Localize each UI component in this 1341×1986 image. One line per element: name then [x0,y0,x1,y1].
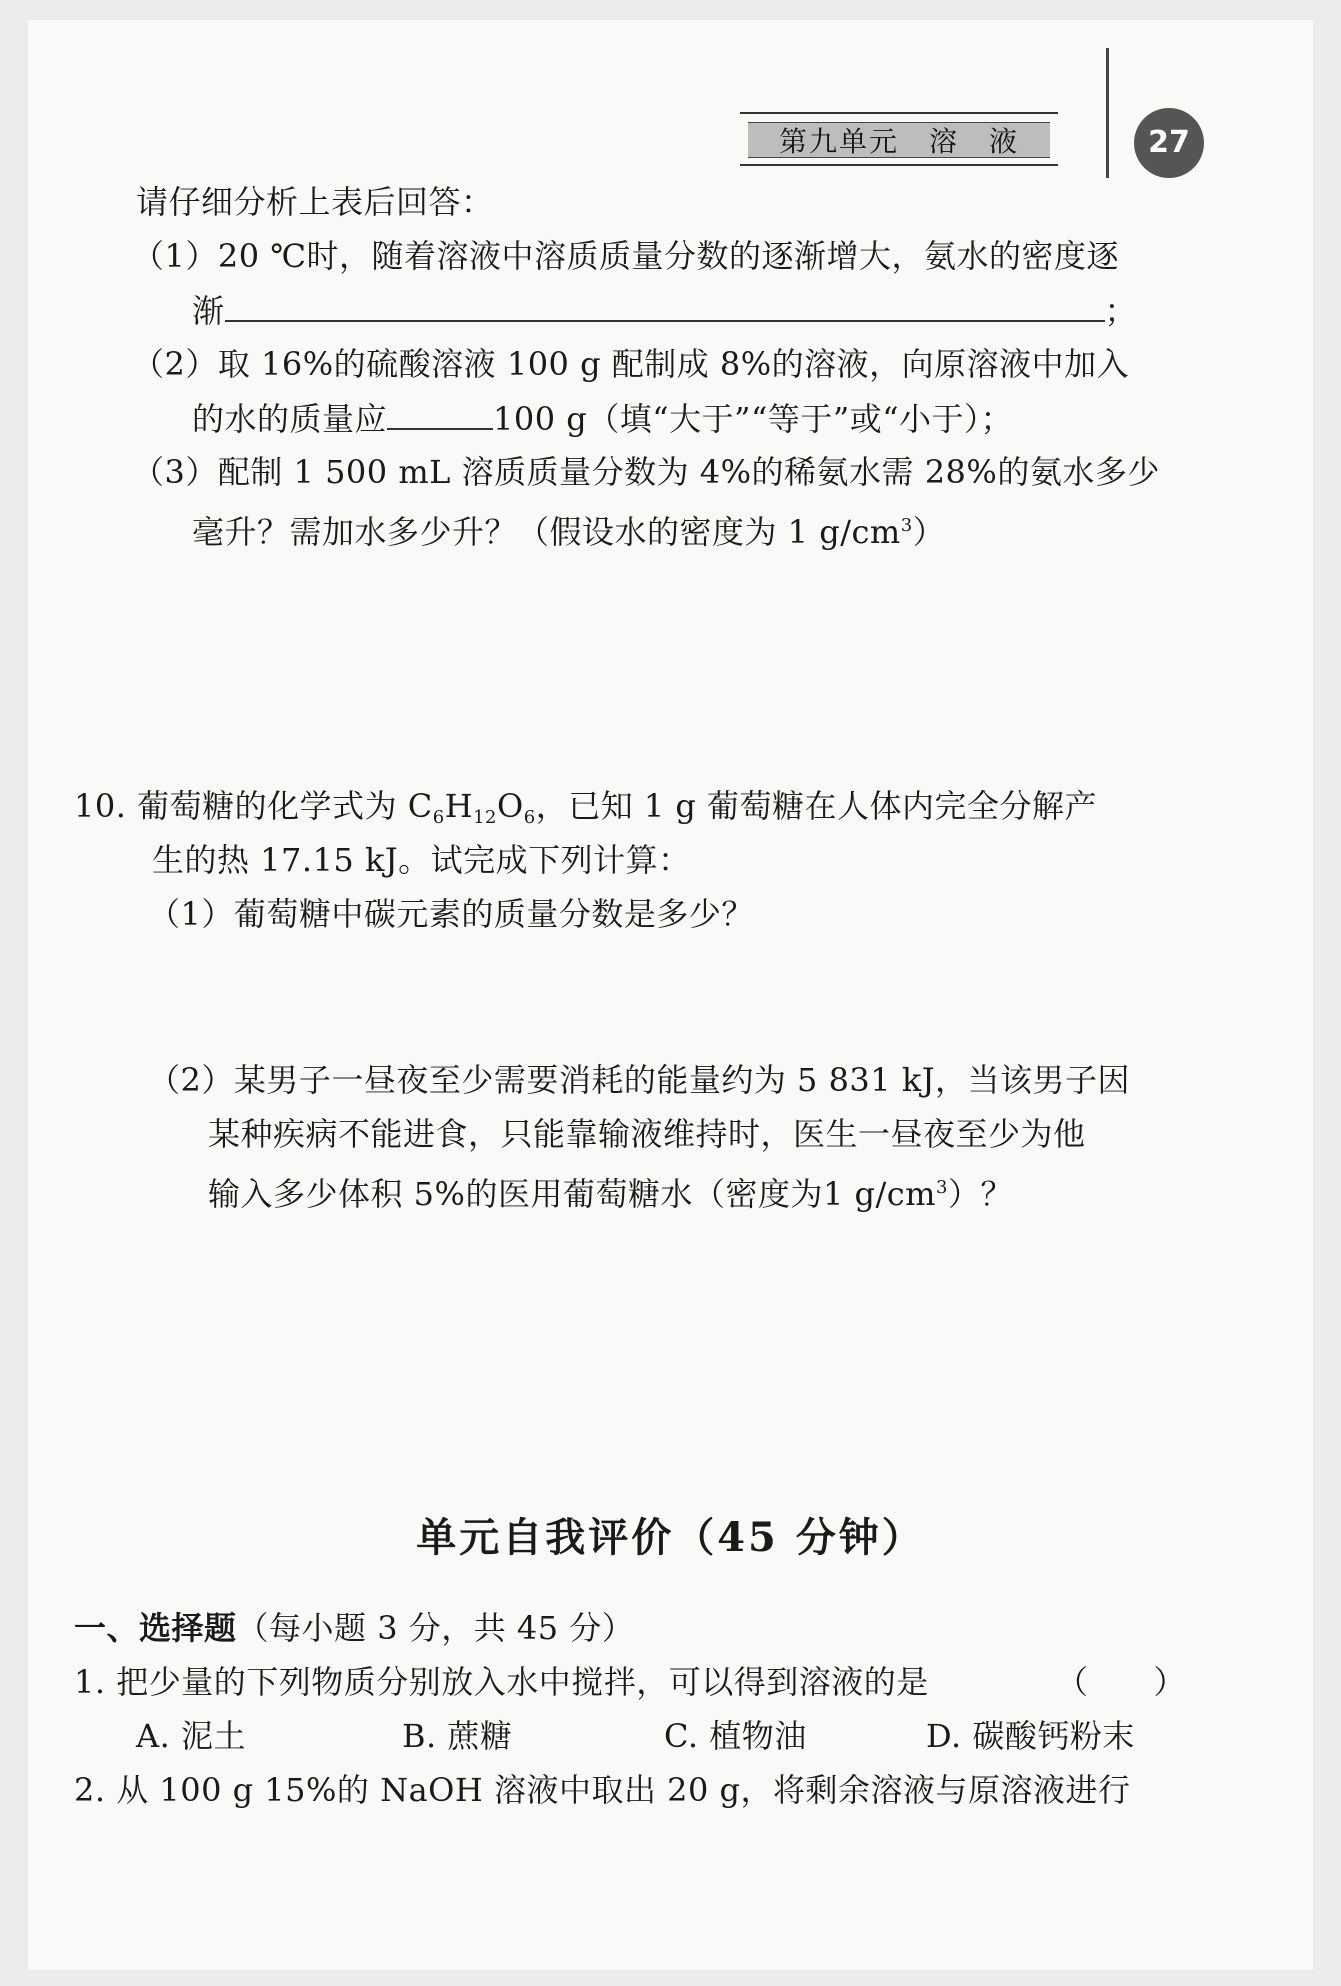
q9-part2-line2: 的水的质量应 100 g（填“大于”“等于”或“小于）； [192,400,1014,438]
q9-part1-line1: （1）20 ℃时，随着溶液中溶质质量分数的逐渐增大，氨水的密度逐 [132,237,1120,275]
mc1-option-a[interactable]: A. 泥土 [136,1717,246,1755]
q10-part2-line1: （2）某男子一昼夜至少需要消耗的能量约为 5 831 kJ，当该男子因 [148,1061,1131,1099]
unit-header [740,112,1058,166]
mc1-option-d[interactable]: D. 碳酸钙粉末 [926,1717,1135,1755]
mc1-option-b[interactable]: B. 蔗糖 [402,1717,513,1755]
answer-blank-1[interactable] [225,290,1105,322]
q9-part2-line1: （2）取 16%的硫酸溶液 100 g 配制成 8%的溶液，向原溶液中加入 [132,345,1130,383]
q10-part2-line3: 输入多少体积 5%的医用葡萄糖水（密度为1 $g/cm^3$）？ [208,1175,1013,1213]
q10-line1: 10. 葡萄糖的化学式为 $C_6H_{12}O_6$，已知 1 g 葡萄糖在人体内完全分解产 [74,787,1098,828]
mc1-option-c[interactable]: C. 植物油 [664,1717,807,1755]
textbook-page [28,20,1313,1970]
header-divider [1106,48,1109,178]
mc1-stem: 1. 把少量的下列物质分别放入水中搅拌，可以得到溶液的是 [74,1663,929,1701]
mc2-stem: 2. 从 100 g 15%的 NaOH 溶液中取出 20 g，将剩余溶液与原溶液进行 [74,1771,1131,1809]
q9-intro: 请仔细分析上表后回答： [136,183,494,221]
q9-part3-line1: （3）配制 1 500 mL 溶质质量分数为 4%的稀氨水需 28%的氨水多少 [132,453,1160,491]
page-number: 27 [1134,108,1204,178]
section-title: 单元自我评价（45 分钟） [416,1514,925,1561]
unit-title: 第九单元 溶 液 [778,125,1019,158]
q10-line2: 生的热 17.15 kJ。试完成下列计算： [152,841,691,879]
q9-part1-line2: 渐 ； [192,292,1138,330]
answer-blank-2[interactable] [387,398,493,430]
q9-part3-line2: 毫升？需加水多少升？（假设水的密度为 1 $g/cm^3$） [192,513,946,551]
q10-part1: （1）葡萄糖中碳元素的质量分数是多少？ [148,895,754,933]
mc1-answer-paren[interactable]: （ ） [1056,1663,1187,1701]
part1-heading: 一、选择题（每小题 3 分，共 45 分） [74,1609,635,1647]
q10-part2-line2: 某种疾病不能进食，只能靠输液维持时，医生一昼夜至少为他 [208,1115,1086,1153]
